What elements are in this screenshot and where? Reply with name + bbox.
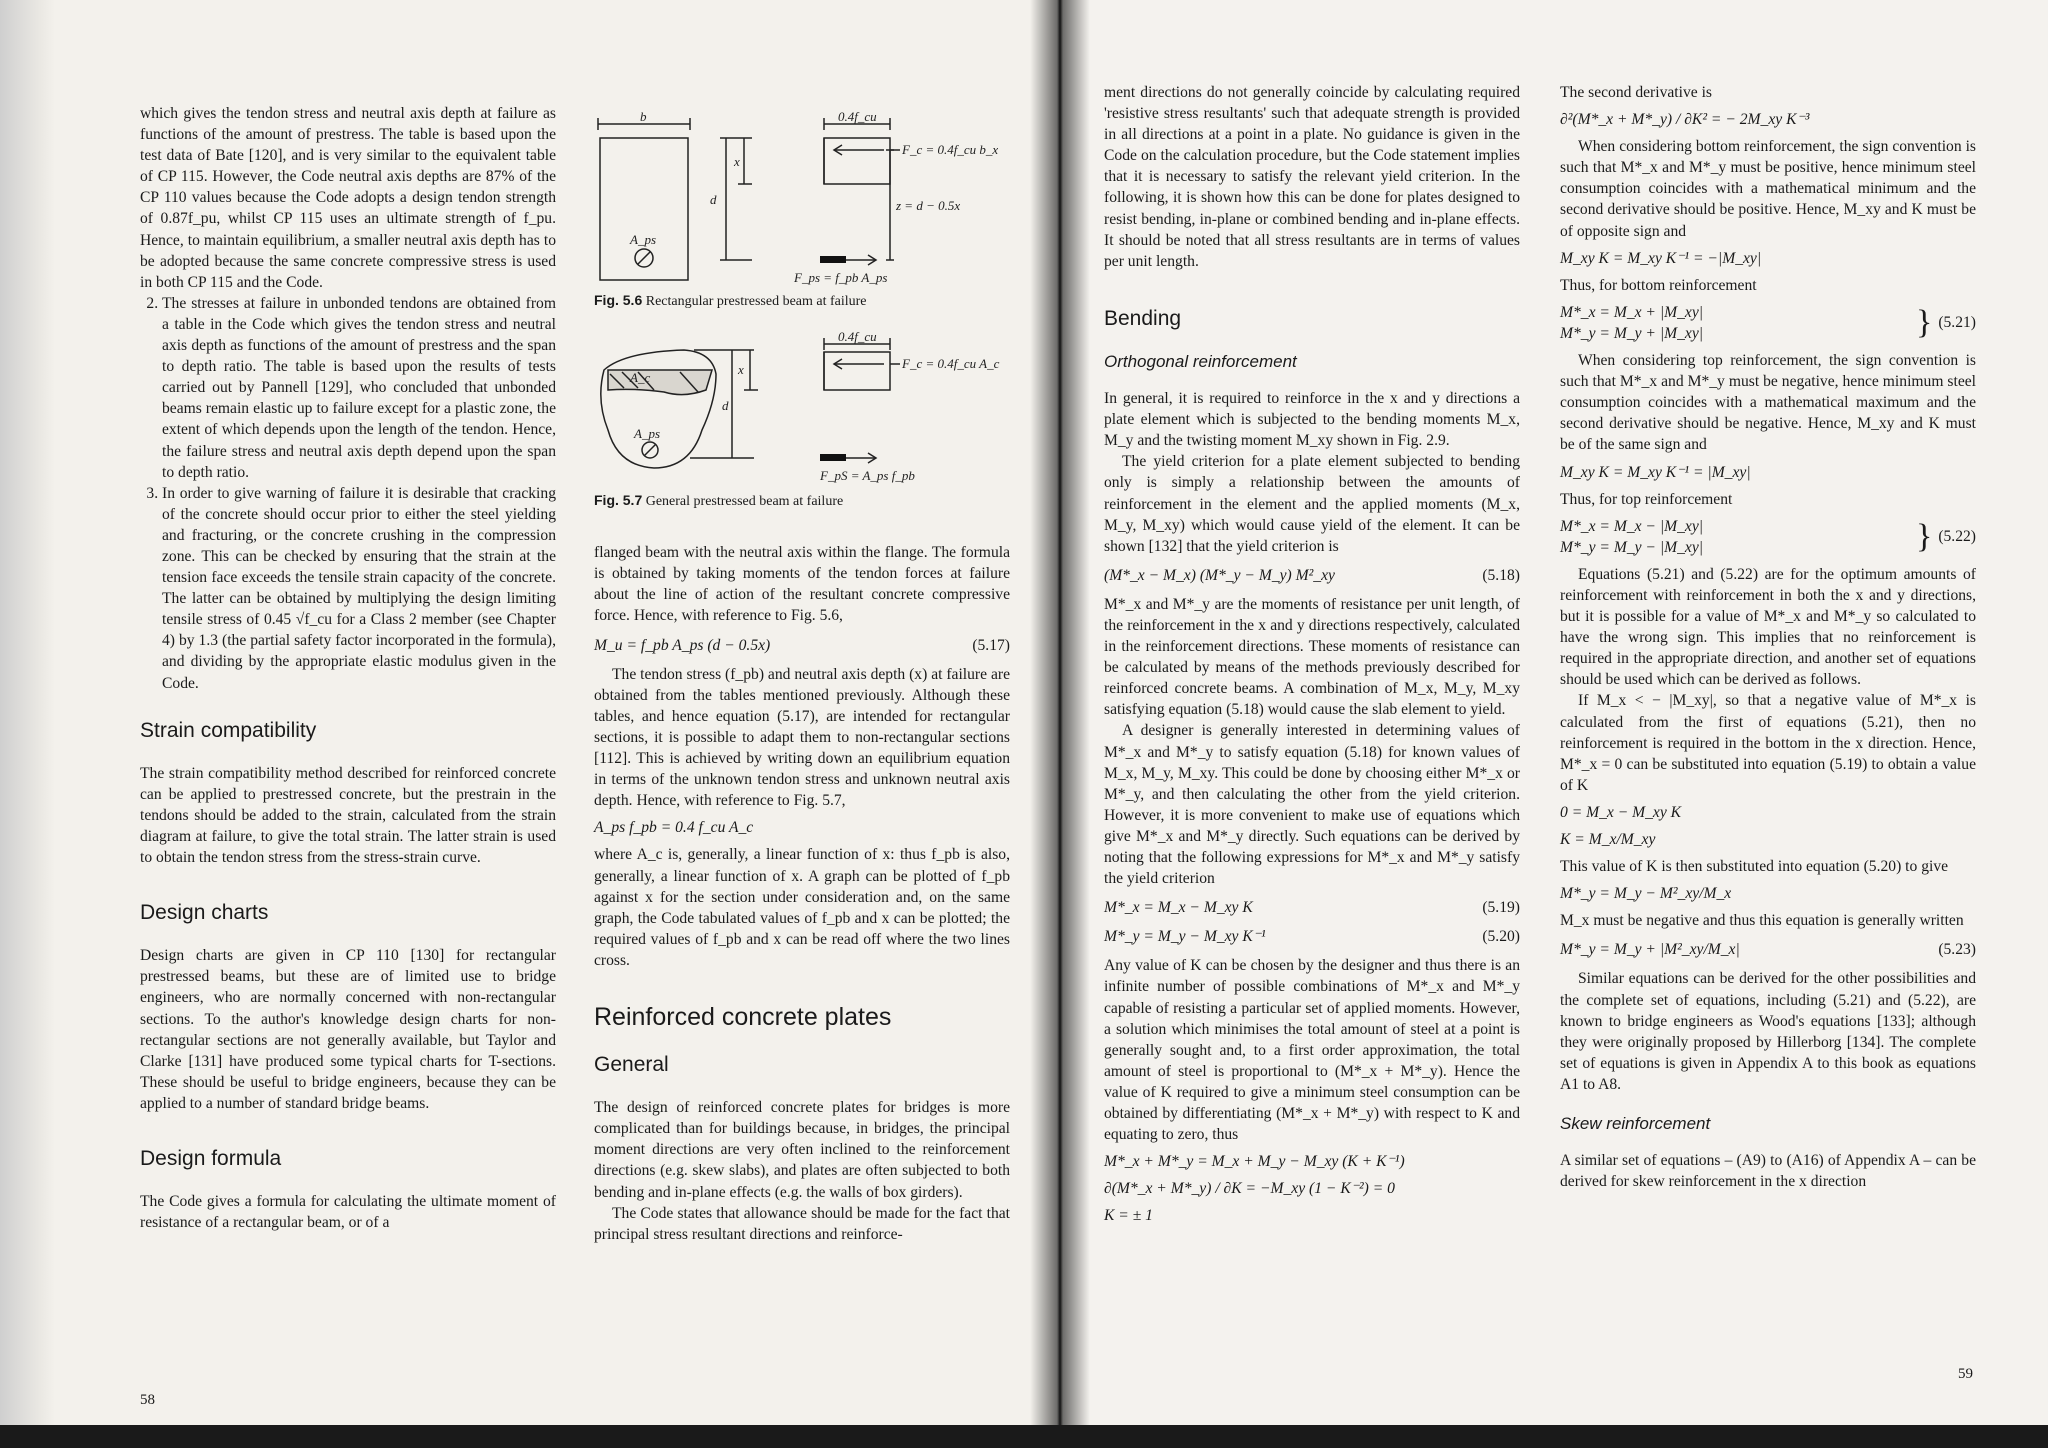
- caption-text: General prestressed beam at failure: [645, 494, 844, 510]
- subsection-heading: Skew reinforcement: [1560, 1114, 1711, 1134]
- equation-bottom-k: M_xy K = M_xy K⁻¹ = −|M_xy|: [1560, 249, 1762, 267]
- page-number: 58: [140, 1392, 155, 1408]
- list-item: 3. In order to give warning of failure it is desirable that cracking of the concrete should occur prior to either the steel yielding and fracturing, or the concrete crushing in the compression zone. This can be checked by ensuring that the strain at the tension face exceeds the tensile strain capacity of the concrete. The latter can be obtained by multiplying the design limiting tensile stress of 0.45 √f_cu for a Class 2 member (see Chapter 4) by 1.3 (the partial safety factor incorporated in the formula), and dividing by the appropriate elastic modulus given in the Code.: [162, 483, 556, 694]
- label-aps: A_ps: [634, 426, 660, 442]
- equation-number: (5.20): [1482, 928, 1520, 946]
- right-column-2: [1560, 82, 1976, 1192]
- label-ac: A_c: [630, 370, 651, 386]
- label-aps: A_ps: [630, 232, 656, 247]
- numbered-list: [140, 293, 556, 694]
- general-beam-diagram: [594, 330, 1010, 490]
- section-heading: Strain compatibility: [140, 718, 317, 742]
- left-column-1: [140, 103, 556, 1233]
- label-fc: F_c = 0.4f_cu b_x: [902, 142, 999, 157]
- paragraph: Any value of K can be chosen by the designer and thus there is an infinite number of possible combinations of M*_x and M*_y capable of resisting a particular set of applied moments. However, a solution which minimises the total amount of steel at a point is generally sought and, to a first order approximation, the total amount of steel is proportional to (M*_x + M*_y). Hence the value of K required to give a minimum steel consumption can be obtained by differentiating (M*_x + M*_y) with respect to K and equating to zero, thus: [1104, 957, 1520, 1144]
- equation-5-20: [1104, 926, 1520, 947]
- paragraph: When considering top reinforcement, the sign convention is such that M*_x and M*_y must be negative, hence minimum steel consumption coincides with a mathematical maximum and the second derivative should be negative. Hence, M_xy and K must be of the same sign and: [1560, 352, 1976, 454]
- paragraph: This value of K is then substituted into equation (5.20) to give: [1560, 858, 1949, 876]
- equation-5-17: [594, 635, 1010, 656]
- paragraph: Equations (5.21) and (5.22) are for the optimum amounts of reinforcement with reinforcement in both the x and y directions, but it is possible for a value of M*_x and M*_y so calculated to have the wrong sign. This implies that no reinforcement is required in the appropriate direction, and another set of equations should be used which can be derived as follows.: [1560, 565, 1976, 689]
- label-fps: F_pS = A_ps f_pb: [820, 468, 915, 484]
- right-page: [1060, 0, 2048, 1448]
- paragraph: M_x must be negative and thus this equation is generally written: [1560, 912, 1964, 930]
- scan-edge: [0, 1425, 2048, 1448]
- section-heading: Design charts: [140, 901, 269, 925]
- paragraph: which gives the tendon stress and neutral axis depth at failure as functions of the amount of prestress. The table is based upon the test data of Bate [120], and is very similar to the equivalent table of CP 115. However, the Code neutral axis depths are 87% of the CP 110 values because the Code adopts a design tendon strength of 0.87f_pu, whilst CP 115 uses an ultimate strength of f_pu. Hence, to maintain equilibrium, a smaller neutral axis depth has to be adopted because the same concrete compressive stress is used in both CP 115 and the Code.: [140, 105, 556, 291]
- equation-number: (5.22): [1938, 528, 1976, 546]
- figure-5-7: [594, 330, 1010, 512]
- caption-text: Rectangular prestressed beam at failure: [645, 294, 867, 309]
- section-heading: Reinforced concrete plates: [594, 1002, 892, 1031]
- paragraph: M*_x and M*_y are the moments of resistance per unit length, of the reinforcement in the x and y directions respectively, calculated in the reinforcement directions. These moments of resistance can be calculated by means of the methods previously described for reinforced concrete beams. A combination of M_x, M_y, M_xy satisfying equation (5.18) would cause the slab element to yield.: [1104, 595, 1520, 719]
- label-stress-top: 0.4f_cu: [838, 330, 877, 345]
- equation-number: (5.17): [972, 636, 1010, 654]
- paragraph: The Code states that allowance should be made for the fact that principal stress resultant directions and reinforce-: [594, 1204, 1010, 1243]
- paragraph: The design of reinforced concrete plates for bridges is more complicated than for buildings because, in bridges, the principal moment directions are very often inclined to the reinforcement directions (e.g. skew slabs), and plates are often subjected to both bending and in-plane effects (e.g. the walls of box girders).: [594, 1099, 1010, 1201]
- paragraph: The tendon stress (f_pb) and neutral axis depth (x) at failure are obtained from the tables mentioned previously. Although these tables, and hence equation (5.17), are intended for rectangular sections, it is possible to adapt them to non-rectangular sections [112]. This is achieved by writing down an equilibrium equation in terms of the unknown tendon stress and unknown neutral axis depth. Hence, with reference to Fig. 5.7,: [594, 665, 1010, 810]
- paragraph: A designer is generally interested in determining values of M*_x and M*_y to satisfy equation (5.18) for known values of M_x, M_y, M_xy. This could be done by choosing either M*_x or M*_y, and then calculating the other from the yield criterion. However, it is more convenient to make use of equations which give M*_x and M*_y directly. Such equations can be derived by noting that the following expressions for M*_x and M*_y satisfy the yield criterion: [1104, 722, 1520, 888]
- paragraph: The strain compatibility method described for reinforced concrete can be applied to prestressed concrete, but the prestrain in the tendons should be added to the strain, calculated from the strain diagram at failure, to give the total strain. The latter strain is used to obtain the tendon stress from the stress-strain curve.: [140, 764, 556, 867]
- rectangular-beam-diagram: [594, 110, 1010, 290]
- label-fps: F_ps = f_pb A_ps: [794, 270, 888, 285]
- label-x: x: [734, 154, 740, 169]
- figure-5-6: [594, 110, 1010, 312]
- paragraph: The yield criterion for a plate element subjected to bending only is simply a relationship between the amounts of reinforcement in the element and the applied moments (M_x, M_y, M_xy) which would cause yield of the element. It can be shown [132] that the yield criterion is: [1104, 453, 1520, 555]
- equation-number: (5.18): [1482, 566, 1520, 584]
- label-fc: F_c = 0.4f_cu A_c: [902, 356, 1000, 372]
- section-heading: Design formula: [140, 1147, 282, 1171]
- page-number: 59: [1958, 1366, 1973, 1382]
- paragraph: When considering bottom reinforcement, the sign convention is such that M*_x and M*_y must be positive, hence minimum steel consumption coincides with a mathematical minimum and the second derivative should be positive. Hence, M_xy and K must be of opposite sign and: [1560, 138, 1976, 240]
- paragraph: Thus, for top reinforcement: [1560, 490, 1733, 508]
- list-item: 2. The stresses at failure in unbonded tendons are obtained from a table in the Code which gives the tendon stress and neutral axis depth as functions of the amount of prestress and the span to depth ratio. The table is based upon the results of tests carried out by Pannell [129], who concluded that unbonded beams remain elastic up to failure except for a plastic zone, the extent of which depends upon the length of the tendon. Hence, the failure stress and neutral axis depth depend upon the span to depth ratio.: [162, 293, 556, 483]
- equation-text: M*_y = M_y + |M²_xy/M_x|: [1560, 941, 1740, 959]
- label-b: b: [640, 110, 647, 124]
- equation-5-22: M*_x = M_x − |M_xy| M*_y = M_y − |M_xy| } (5.22): [1560, 516, 1976, 558]
- equation-text: M*_y = M_y − M_xy K⁻¹: [1104, 928, 1266, 946]
- paragraph: A similar set of equations – (A9) to (A16) of Appendix A – can be derived for skew reinforcement in the x direction: [1560, 1152, 1976, 1191]
- caption-number: Fig. 5.6: [594, 292, 643, 308]
- equation-equilibrium: A_ps f_pb = 0.4 f_cu A_c: [594, 819, 754, 837]
- equation-second-derivative: ∂²(M*_x + M*_y) / ∂K² = − 2M_xy K⁻³: [1560, 111, 1810, 129]
- equation-text: M_u = f_pb A_ps (d − 0.5x): [594, 636, 771, 654]
- label-d: d: [710, 192, 717, 207]
- right-column-1: [1104, 82, 1520, 1233]
- paragraph: Similar equations can be derived for the other possibilities and the complete set of equations, including (5.21) and (5.22), are known to bridge engineers as Wood's equations [133]; although they were originally proposed by Hillerborg [134]. The complete set of equations is given in Appendix A to this book as equations A1 to A8.: [1560, 970, 1976, 1093]
- equation-5-19: [1104, 897, 1520, 918]
- binding-shadow: [0, 0, 55, 1448]
- subsection-heading: General: [594, 1053, 669, 1077]
- label-stress-top: 0.4f_cu: [838, 110, 877, 124]
- equation-5-18: [1104, 565, 1520, 586]
- left-column-2: [594, 110, 1010, 1245]
- label-x: x: [738, 362, 744, 378]
- paragraph: ment directions do not generally coincide by calculating required 'resistive stress resultants' such that adequate strength is provided in all directions at a point in a plate. No guidance is given in the Code on the calculation procedure, but the Code statement implies that it is necessary to satisfy the relevant yield criterion. In the following, it is shown how this can be done for plates designed to resist bending, in-plane or combined bending and in-plane effects. It should be noted that all stress resultants are in terms of values per unit length.: [1104, 84, 1520, 270]
- equation-5-23: [1560, 939, 1976, 960]
- caption-number: Fig. 5.7: [594, 492, 643, 509]
- paragraph: Thus, for bottom reinforcement: [1560, 276, 1757, 294]
- equation-k-value: K = M_x/M_xy: [1560, 831, 1656, 848]
- equation-5-21: M*_x = M_x + |M_xy| M*_y = M_y + |M_xy| } (5.21): [1560, 302, 1976, 344]
- figure-caption: [594, 490, 1010, 512]
- book-gutter: [1030, 0, 1090, 1448]
- paragraph: The Code gives a formula for calculating the ultimate moment of resistance of a rectangular beam, or of a: [140, 1193, 556, 1232]
- paragraph: In general, it is required to reinforce in the x and y directions a plate element which is subjected to the bending moments M_x, M_y and the twisting moment M_xy shown in Fig. 2.9.: [1104, 390, 1520, 450]
- equation-number: (5.21): [1938, 314, 1976, 332]
- paragraph: The second derivative is: [1560, 84, 1712, 101]
- equation-number: (5.23): [1938, 941, 1976, 959]
- paragraph: flanged beam with the neutral axis within the flange. The formula is obtained by taking moments of the tendon forces at failure about the line of action of the resultant concrete compressive force. Hence, with reference to Fig. 5.6,: [594, 544, 1010, 625]
- label-d: d: [722, 398, 729, 414]
- paragraph: Design charts are given in CP 110 [130] for rectangular prestressed beams, but these are of limited use to bridge engineers, who are normally concerned with non-rectangular sections. To the author's knowledge design charts for non-rectangular sections are not generally available, but Taylor and Clarke [131] have produced some typical charts for T-sections. These should be useful to bridge engineers, because they can be applied to a number of standard bridge beams.: [140, 947, 556, 1112]
- equation-line: M*_x = M_x + |M_xy|: [1560, 303, 1704, 321]
- equation-derivative: ∂(M*_x + M*_y) / ∂K = −M_xy (1 − K⁻²) = 0: [1104, 1180, 1395, 1198]
- paragraph: where A_c is, generally, a linear function of x: thus f_pb is also, generally, a linear function of x. A graph can be plotted of f_pb against x for the section under consideration and, on the same graph, the Code tabulated values of f_pb and x can be plotted; the required values of f_pb and x can be read off where the two lines cross.: [594, 846, 1010, 969]
- equation-number: (5.19): [1482, 899, 1520, 917]
- equation-line: M*_y = M_y − |M_xy|: [1560, 538, 1704, 556]
- subsection-heading: Orthogonal reinforcement: [1104, 351, 1297, 371]
- equation-line: M*_x = M_x − |M_xy|: [1560, 517, 1704, 535]
- figure-caption: [594, 290, 1010, 312]
- equation-text: M*_x = M_x − M_xy K: [1104, 899, 1253, 917]
- equation-zero: 0 = M_x − M_xy K: [1560, 803, 1682, 821]
- section-heading: Bending: [1104, 306, 1182, 330]
- equation-line: M*_y = M_y + |M_xy|: [1560, 324, 1704, 342]
- equation-text: (M*_x − M_x) (M*_y − M_y) M²_xy: [1104, 566, 1335, 584]
- equation-top-k: M_xy K = M_xy K⁻¹ = |M_xy|: [1560, 463, 1751, 481]
- equation-k: K = ± 1: [1104, 1207, 1153, 1225]
- label-z: z = d − 0.5x: [896, 198, 961, 213]
- paragraph: If M_x < − |M_xy|, so that a negative value of M*_x is calculated from the first of equations (5.21), then no reinforcement is required in the bottom in the x direction. Hence, M*_x = 0 can be substituted into equation (5.19) to obtain a value of K: [1560, 692, 1976, 794]
- equation-sum: M*_x + M*_y = M_x + M_y − M_xy (K + K⁻¹): [1104, 1153, 1405, 1171]
- equation-my-star: M*_y = M_y − M²_xy/M_x: [1560, 885, 1732, 903]
